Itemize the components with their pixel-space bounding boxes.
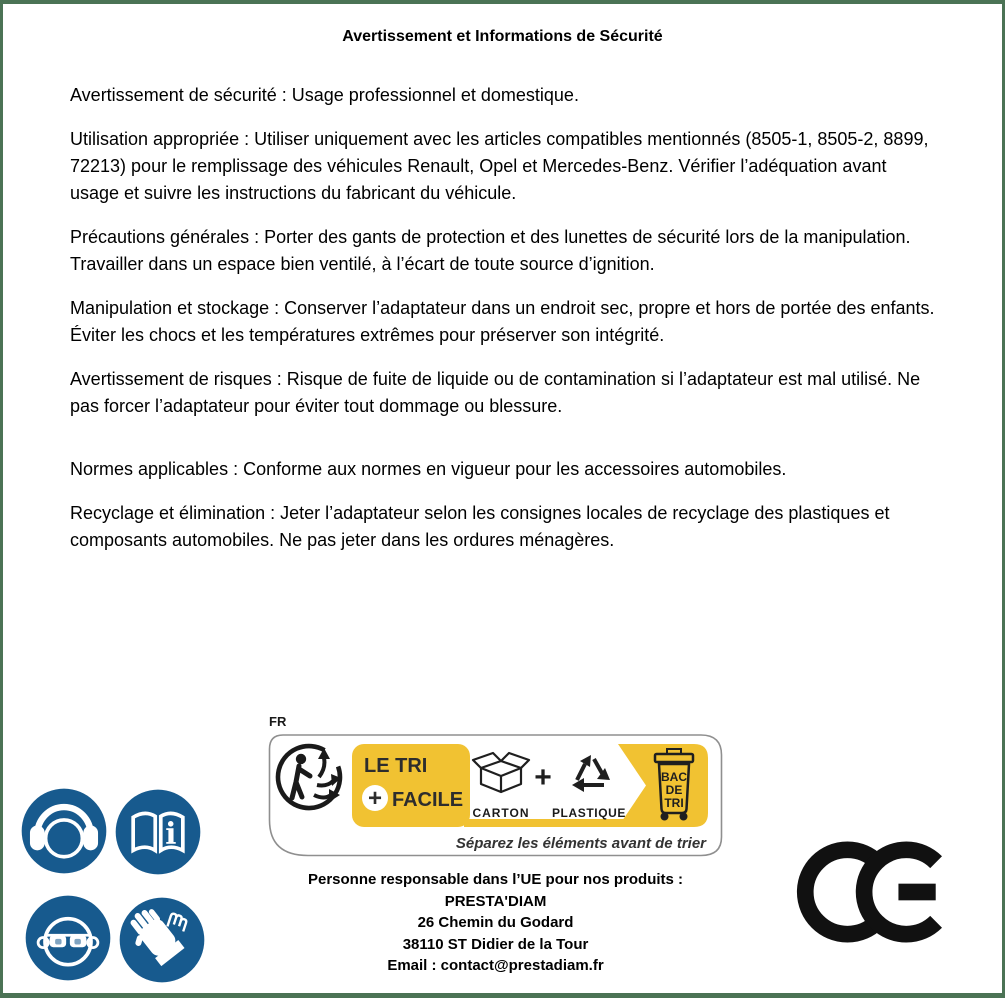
street-address: 26 Chemin du Godard (417, 914, 574, 931)
responsible-intro: Personne responsable dans l’UE pour nos produits : (307, 871, 684, 888)
info-tri-recycling-label (268, 734, 723, 857)
paragraph-general-precautions: Précautions générales : Porter des gants de protection et des lunettes de sécurité lors de la manipulation. Travailler dans un espace bien ventilé, à l’écart de toute source d’ignition. (70, 227, 911, 274)
yellow-strip (464, 819, 634, 827)
page-border-top (0, 0, 1005, 4)
component-plastique-label: PLASTIQUE (551, 806, 627, 820)
page-border-bottom (0, 993, 1005, 998)
bin-label-bac: BAC (661, 770, 687, 784)
headline-le-tri: LE TRI (364, 755, 428, 777)
components-plus-sign: + (534, 761, 552, 794)
city-address: 38110 ST Didier de la Tour (402, 935, 589, 953)
headline-facile: FACILE (392, 789, 464, 811)
info-letter-glyph: i (165, 815, 177, 851)
paragraph-recycling-disposal: Recyclage et élimination : Jeter l’adaptateur selon les consignes locales de recyclage des plastiques et composants automobiles. Ne pas jeter dans les ordures ménagères. (70, 503, 890, 550)
paragraph-risk-warning: Avertissement de risques : Risque de fuite de liquide ou de contamination si l’adaptateur est mal utilisé. Ne pas forcer l’adaptateur pour éviter tout dommage ou blessure. (70, 369, 921, 416)
company-name: PRESTA'DIAM (444, 892, 547, 910)
body-text (70, 82, 938, 571)
bin-label-de: DE (665, 783, 683, 797)
responsible-person-block (268, 869, 723, 977)
read-instruction-manual-icon (112, 786, 204, 878)
paragraph-security-warning: Avertissement de sécurité : Usage professionnel et domestique. (70, 85, 579, 105)
paragraph-handling-storage: Manipulation et stockage : Conserver l’adaptateur dans un endroit sec, propre et hors de portée des enfants. Éviter les chocs et les températures extrêmes pour préserver son intégrité. (70, 298, 935, 345)
wear-protective-gloves-icon (116, 894, 208, 986)
ce-marking-logo (796, 841, 944, 943)
fr-country-code: FR (269, 714, 287, 729)
wear-eye-protection-icon (22, 892, 114, 984)
page-title: Avertissement et Informations de Sécurité (342, 28, 663, 45)
bin-label-tri: TRI (664, 796, 684, 810)
paragraph-applicable-standards: Normes applicables : Conforme aux normes en vigueur pour les accessoires automobiles. (70, 459, 787, 479)
page-border-left (0, 0, 3, 998)
plus-badge-glyph: + (367, 785, 383, 812)
contact-email: Email : contact@prestadiam.fr (387, 957, 604, 974)
wear-ear-protection-icon (18, 785, 110, 877)
component-carton-label: CARTON (472, 806, 530, 820)
label-footnote: Séparez les éléments avant de trier (455, 835, 706, 852)
paragraph-appropriate-use: Utilisation appropriée : Utiliser uniquement avec les articles compatibles mentionnés (8505-1, 8505-2, 8899, 72213) pour le remplissage des véhicules Renault, Opel et Mercedes-Benz. Vérifier l’adéquation avant usage et suivre les instructions du fabricant du véhicule. (70, 129, 929, 203)
